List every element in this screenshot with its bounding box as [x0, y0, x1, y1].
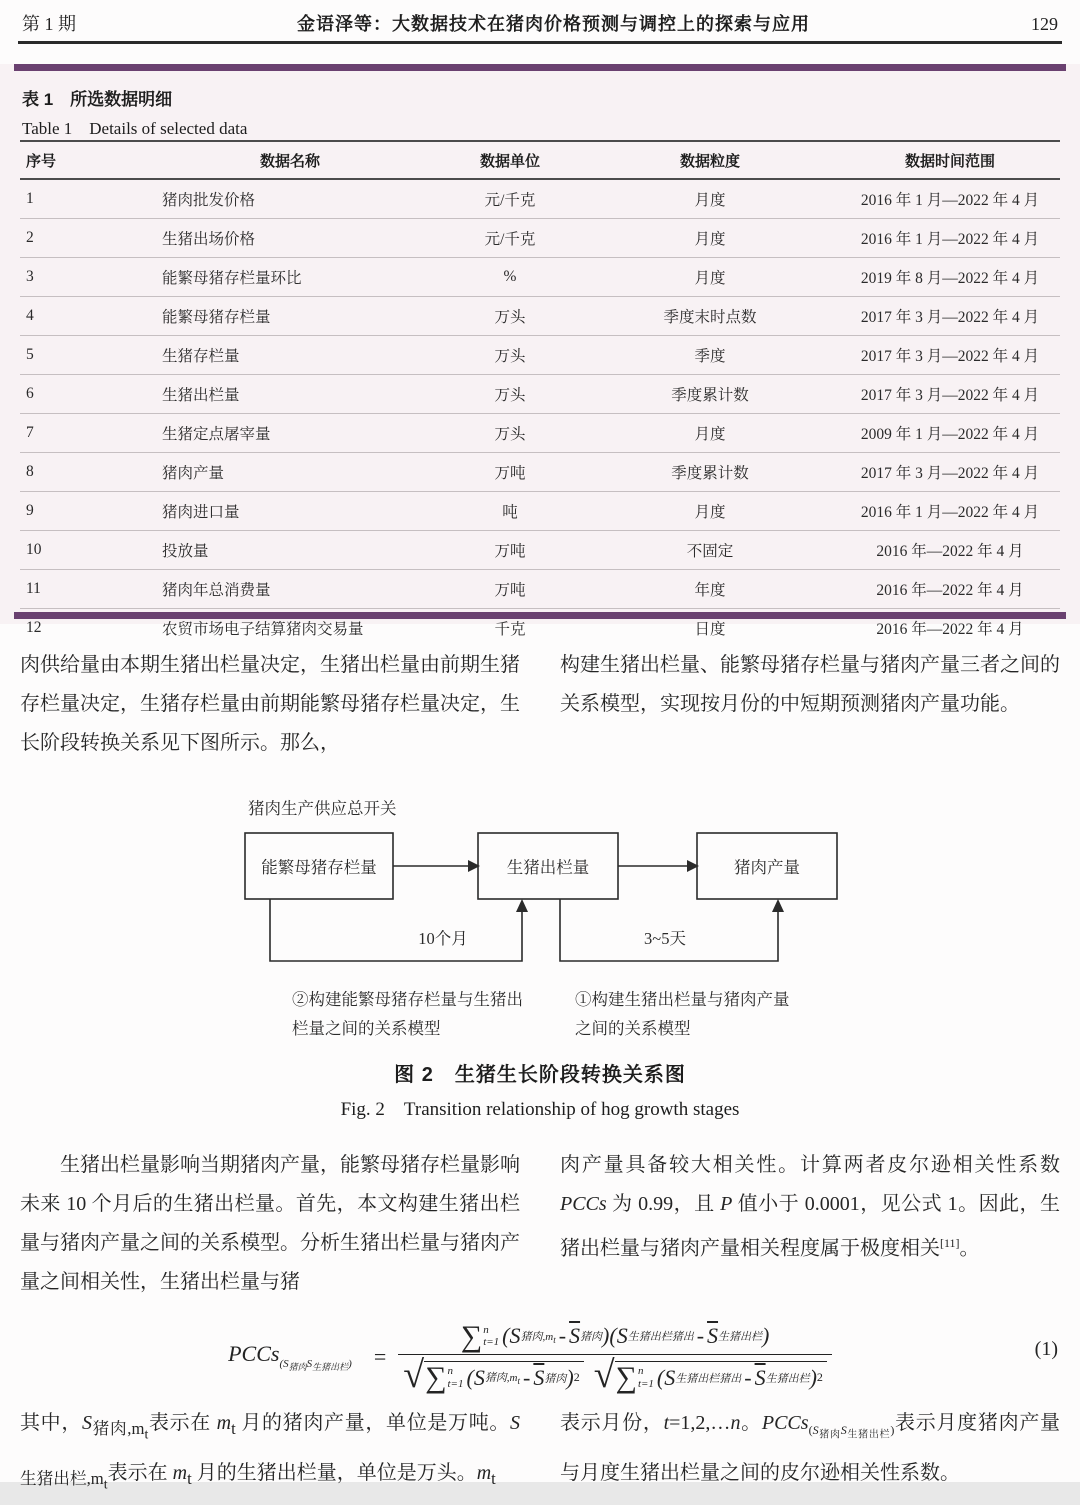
math-token: t [553, 1334, 556, 1345]
radical-icon: √ [593, 1353, 615, 1396]
col-header: 数据粒度 [580, 141, 840, 179]
table-cell: 4 [20, 297, 140, 336]
math-token: ( [279, 1357, 284, 1370]
math-token: t [231, 1419, 236, 1438]
annotation-line: 之间的关系模型 [575, 1019, 691, 1038]
table-cell: 8 [20, 453, 140, 492]
table-cell: 月度 [580, 219, 840, 258]
body-text: 构建生猪出栏量、能繁母猪存栏量与猪肉产量三者之间的关系模型，实现按月份的中短期预测猪肉产量功能。 [560, 654, 1060, 715]
table-cell: 月度 [580, 414, 840, 453]
data-table [20, 140, 1060, 647]
table-cell: 生猪出栏量 [140, 375, 440, 414]
body-text [20, 1404, 520, 1505]
math-token: t [517, 1376, 521, 1387]
table-cell: % [440, 258, 580, 297]
box-sow-inventory: 能繁母猪存栏量 [261, 858, 377, 877]
sigma-icon: ∑ [460, 1319, 483, 1353]
box-hog-output: 生猪出栏量 [506, 858, 590, 877]
arrow-up-icon [772, 899, 784, 912]
diagram-title-label: 猪肉生产供应总开关 [248, 799, 397, 818]
table-cell: 1 [20, 179, 140, 219]
math-token: 生猪出栏 [846, 1429, 891, 1441]
math-token: - [744, 1364, 752, 1390]
numerator [451, 1319, 780, 1354]
math-token: ) [602, 1323, 610, 1349]
sum-limits [483, 1324, 499, 1349]
text-run: 。 [740, 1412, 762, 1434]
table-row [20, 375, 1060, 414]
math-token: ) [566, 1364, 574, 1390]
col-header: 数据时间范围 [840, 141, 1060, 179]
left-column [20, 1146, 520, 1302]
body-text: 生猪出栏量影响当期猪肉产量，能繁母猪存栏量影响未来 10 个月后的生猪出栏量。首先，本文构建生猪出栏量与猪肉产量之间的关系模型。分析生猪出栏量与猪肉产量之间相关性，生猪出栏量与猪 [20, 1154, 520, 1293]
figure-caption-zh: 图 2 生猪生长阶段转换关系图 [394, 1064, 686, 1086]
page-number: 129 [1031, 14, 1058, 34]
text-run: 表示月度猪肉产量与月度生猪出栏量之间的皮尔逊相关性系数。 [560, 1412, 1061, 1485]
table-row [20, 336, 1060, 375]
text-run: 月的生猪出栏量，单位是万头。 [191, 1462, 477, 1485]
math-token: ) [348, 1357, 352, 1370]
math-token: 猪肉 [288, 1361, 307, 1372]
table-cell: 生猪出场价格 [140, 219, 440, 258]
math-token: $\overline{S}$ [569, 1323, 581, 1349]
running-title: 金语泽等：大数据技术在猪肉价格预测与调控上的探索与应用 [297, 14, 810, 34]
math-token: m [216, 1412, 232, 1434]
annotation-2 [292, 985, 523, 1043]
math-token: S [664, 1364, 676, 1390]
math-token: 生猪出栏猪出 [675, 1372, 742, 1385]
table-cell: 季度累计数 [580, 375, 840, 414]
math-token: t=1 [637, 1377, 654, 1390]
sqrt-group [593, 1353, 827, 1396]
math-token: = [373, 1344, 387, 1369]
table-cell: 月度 [580, 492, 840, 531]
math-token: ( [808, 1423, 813, 1437]
table-cell: 2017 年 3 月—2022 年 4 月 [840, 336, 1060, 375]
table-cell: 万吨 [440, 453, 580, 492]
text-run: 表示在 [107, 1462, 173, 1485]
summation [425, 1361, 464, 1395]
figure-caption-en: Fig. 2 Transition relationship of hog growth stages [340, 1099, 740, 1120]
table-cell: 7 [20, 414, 140, 453]
table-cell: 季度末时点数 [580, 297, 840, 336]
math-token: t=1 [447, 1377, 464, 1390]
math-token: t [103, 1477, 108, 1493]
math-token: PCCs [228, 1341, 280, 1367]
math-token: 生猪出栏 [765, 1372, 810, 1385]
math-token: n [447, 1365, 453, 1377]
table-cell: 2016 年—2022 年 4 月 [876, 621, 1024, 638]
math-token: - [696, 1323, 705, 1349]
sigma-icon: ∑ [615, 1361, 637, 1395]
arrow-up-icon [516, 899, 528, 912]
table-cell: 季度累计数 [580, 453, 840, 492]
math-token: ( [466, 1364, 474, 1390]
body-text: 肉供给量由本期生猪出栏量决定，生猪出栏量由前期生猪存栏量决定，生猪存栏量由前期能繁母猪存栏量决定，生长阶段转换关系见下图所示。那么， [20, 654, 520, 754]
math-subscript [808, 1423, 895, 1441]
table-cell: 2 [20, 219, 140, 258]
table-cell: 元/千克 [440, 179, 580, 219]
table-cell: 月度 [580, 179, 840, 219]
col-header: 序号 [20, 141, 140, 179]
math-token: ) [809, 1364, 817, 1390]
math-token: m [476, 1462, 492, 1485]
math-token: PCCs [560, 1193, 607, 1215]
table-caption-zh: 表 1 所选数据明细 [22, 90, 173, 109]
body-text [560, 1146, 1060, 1269]
math-token: S [840, 1423, 847, 1437]
table-cell: 6 [20, 375, 140, 414]
edge-label-3-5-days: 3~5天 [644, 929, 686, 948]
math-token: t [491, 1469, 496, 1489]
math-token: $\overline{S}$ [754, 1364, 766, 1390]
table-cell: 10 [20, 531, 140, 570]
math-subscript [20, 1469, 108, 1493]
table-cell: 能繁母猪存栏量环比 [140, 258, 440, 297]
text-run: 表示月份， [560, 1412, 664, 1434]
math-subscript [92, 1419, 149, 1443]
math-token: 猪肉,m [484, 1372, 518, 1385]
table-row [20, 531, 1060, 570]
math-token: $\overline{S}$ [533, 1364, 545, 1390]
math-token: S [812, 1423, 819, 1437]
table-row [20, 179, 1060, 219]
math-token: S [510, 1412, 521, 1434]
summation [460, 1319, 500, 1353]
math-token: $\overline{S}$ [707, 1323, 719, 1349]
right-column [560, 1146, 1060, 1302]
table-cell: 万吨 [440, 531, 580, 570]
text-run: 月的猪肉产量，单位是万吨。 [235, 1412, 511, 1434]
table-cell: 2017 年 3 月—2022 年 4 月 [840, 453, 1060, 492]
paragraph-block-2 [20, 1146, 1060, 1302]
table-cell: 2017 年 3 月—2022 年 4 月 [840, 375, 1060, 414]
sum-limits [638, 1365, 654, 1390]
col-header: 数据单位 [440, 141, 580, 179]
equation-number: (1) [1034, 1338, 1058, 1360]
col-header: 数据名称 [140, 141, 440, 179]
text-run: 其中， [20, 1412, 82, 1434]
table-cell: 月度 [580, 258, 840, 297]
table-cell: 12 [26, 619, 42, 636]
math-token: 猪肉 [580, 1331, 603, 1344]
table-section [0, 64, 1080, 638]
table-row [20, 453, 1060, 492]
math-subscript [279, 1358, 351, 1370]
denominator [398, 1353, 832, 1396]
table-cell: 年度 [580, 570, 840, 609]
annotation-line: 栏量之间的关系模型 [292, 1019, 441, 1038]
table-cell: 不固定 [580, 531, 840, 570]
annotation-line: ②构建能繁母猪存栏量与生猪出 [292, 990, 523, 1009]
sqrt-body [424, 1361, 584, 1395]
table-cell: 万头 [440, 336, 580, 375]
table-row [20, 492, 1060, 531]
table-cell: 11 [20, 570, 140, 609]
math-token: 猪肉 [544, 1372, 567, 1385]
math-token: n [637, 1365, 644, 1377]
table-row [20, 297, 1060, 336]
math-token: S [509, 1323, 521, 1349]
table-cell: 万头 [440, 414, 580, 453]
math-token: - [558, 1323, 567, 1349]
table-cell: 农贸市场电子结算猪肉交易量 [162, 621, 364, 638]
text-run: 为 0.99，且 [606, 1193, 721, 1215]
math-token: 2 [816, 1370, 823, 1385]
math-token: P [720, 1193, 733, 1215]
table-cell: 2019 年 8 月—2022 年 4 月 [840, 258, 1060, 297]
math-token: ) [762, 1323, 770, 1349]
table-cell: 万头 [440, 375, 580, 414]
math-token: ( [502, 1323, 510, 1349]
table-bottom-rule [14, 612, 1066, 619]
math-token: S [616, 1323, 628, 1349]
math-token: ( [609, 1323, 617, 1349]
math-token: 2 [573, 1370, 580, 1385]
math-subscript [485, 1369, 520, 1386]
left-column [20, 646, 520, 763]
math-token: t [187, 1469, 192, 1489]
header-divider [18, 41, 1062, 44]
math-token: PCCs [761, 1412, 809, 1434]
left-column [20, 1404, 520, 1505]
table-cell: 5 [20, 336, 140, 375]
paragraph-block-1 [20, 646, 1060, 763]
math-token: n [483, 1323, 489, 1336]
table-cell: 生猪存栏量 [140, 336, 440, 375]
table-cell: 3 [20, 258, 140, 297]
math-token: - [523, 1364, 531, 1390]
table-row [20, 570, 1060, 609]
citation-ref: [11] [940, 1236, 960, 1250]
sqrt-body [615, 1361, 827, 1395]
math-token: 猪肉 [818, 1429, 841, 1441]
table-row [20, 258, 1060, 297]
text-run: 肉产量具备较大相关性。计算两者皮尔逊相关性系数 [560, 1154, 1060, 1176]
math-token: t [144, 1427, 149, 1443]
table-cell: 生猪定点屠宰量 [140, 414, 440, 453]
math-token: t [663, 1412, 670, 1434]
table-cell: 2009 年 1 月—2022 年 4 月 [840, 414, 1060, 453]
math-token: 猪肉,m [92, 1419, 145, 1438]
table-cell: 2016 年—2022 年 4 月 [840, 531, 1060, 570]
math-token: 猪肉,m [520, 1330, 554, 1343]
running-header [22, 10, 1058, 36]
body-text [560, 1404, 1060, 1493]
math-subscript [521, 1328, 556, 1345]
math-token: 生猪出栏,m [20, 1469, 104, 1489]
table-cell: 能繁母猪存栏量 [140, 297, 440, 336]
table-cell: 日度 [694, 621, 726, 638]
table-row [20, 219, 1060, 258]
math-token: S [306, 1357, 313, 1370]
table-cell: 9 [20, 492, 140, 531]
math-token: 生猪出栏 [718, 1331, 763, 1344]
box-pork-production: 猪肉产量 [734, 858, 800, 877]
math-token: S [283, 1357, 289, 1370]
table-header-row [20, 141, 1060, 179]
table-cell: 2016 年 1 月—2022 年 4 月 [840, 219, 1060, 258]
table-cell: 猪肉进口量 [140, 492, 440, 531]
table-cell: 千克 [494, 621, 526, 638]
text-run: =1,2,… [669, 1412, 731, 1434]
table-cell: 季度 [580, 336, 840, 375]
table-caption-en: Table 1 Details of selected data [22, 119, 248, 138]
sqrt-group [403, 1353, 583, 1396]
table-cell: 2017 年 3 月—2022 年 4 月 [840, 297, 1060, 336]
table-cell: 万头 [440, 297, 580, 336]
table-row [20, 414, 1060, 453]
math-token: 生猪出栏猪出 [627, 1331, 694, 1344]
equation-notes [20, 1404, 1060, 1505]
math-token: S [473, 1364, 485, 1390]
equation-1 [50, 1306, 1010, 1408]
table-top-rule [14, 64, 1066, 71]
math-token: m [172, 1462, 188, 1485]
text-run: 。 [959, 1237, 980, 1260]
table-cell: 万吨 [440, 570, 580, 609]
sigma-icon: ∑ [425, 1361, 447, 1395]
fraction [398, 1319, 832, 1396]
summation [615, 1361, 654, 1395]
math-token: 生猪出栏 [312, 1361, 349, 1372]
math-token: ( [656, 1364, 665, 1390]
figure-diagram [0, 795, 1080, 1047]
table-cell: 投放量 [140, 531, 440, 570]
text-run: 值小于 0.0001，见公式 1。因此，生猪出栏量与猪肉产量相关程度属于极度相关 [560, 1193, 1061, 1260]
table-cell: 猪肉批发价格 [140, 179, 440, 219]
math-token: S [82, 1412, 92, 1434]
annotation-1 [575, 985, 790, 1043]
table-cell: 吨 [440, 492, 580, 531]
math-token: ) [890, 1423, 895, 1437]
table-cell: 元/千克 [440, 219, 580, 258]
text-run: 表示在 [148, 1412, 217, 1434]
right-column [560, 646, 1060, 763]
table-cell: 猪肉年总消费量 [140, 570, 440, 609]
issue-label: 第 1 期 [22, 14, 76, 34]
math-token: n [730, 1412, 741, 1434]
sum-limits [448, 1365, 464, 1390]
edge-label-10-months: 10个月 [418, 929, 468, 948]
math-token: t=1 [483, 1336, 500, 1349]
radical-icon: √ [403, 1353, 425, 1396]
annotation-line: ①构建生猪出栏量与猪肉产量 [575, 990, 790, 1009]
table-cell: 2016 年—2022 年 4 月 [840, 570, 1060, 609]
right-column [560, 1404, 1060, 1505]
equation-lhs [228, 1341, 352, 1373]
table-cell: 猪肉产量 [140, 453, 440, 492]
table-cell: 2016 年 1 月—2022 年 4 月 [840, 492, 1060, 531]
table-cell: 2016 年 1 月—2022 年 4 月 [840, 179, 1060, 219]
